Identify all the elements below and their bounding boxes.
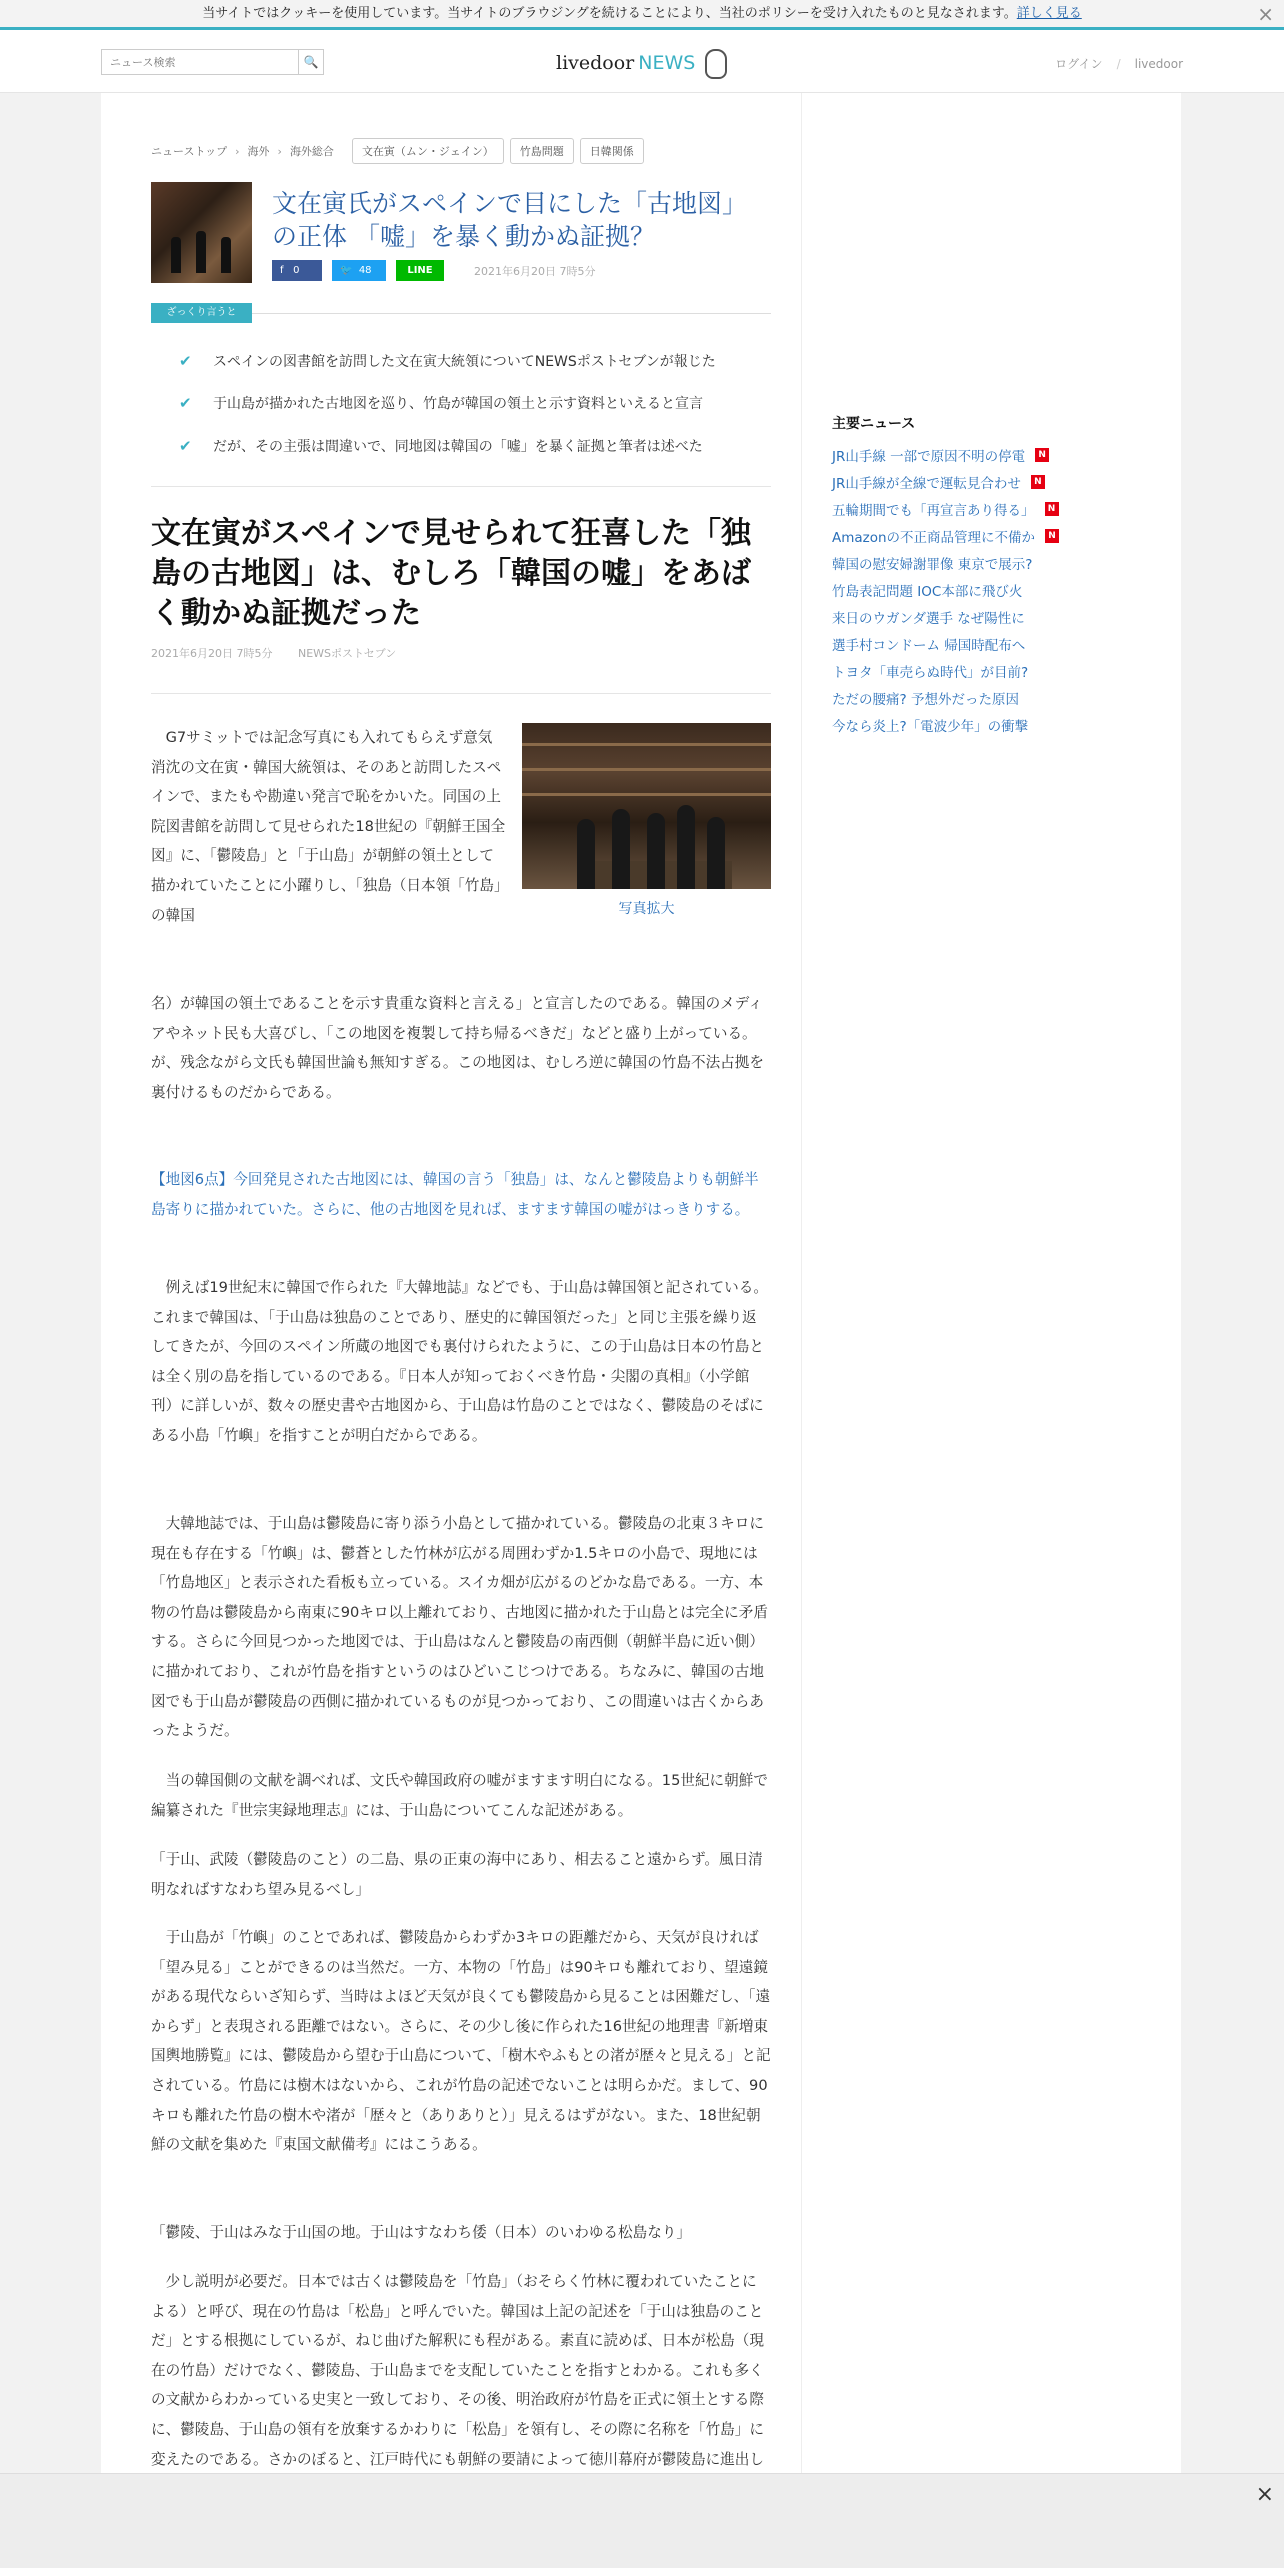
top-news-label: ただの腰痛? 予想外だった原因 (832, 692, 1019, 708)
summary-text: スペインの図書館を訪問した文在寅大統領についてNEWSポストセブンが報じた (213, 354, 716, 370)
sidebar (801, 93, 1181, 2568)
check-icon: ✔ (179, 352, 192, 370)
facebook-icon: f (280, 265, 284, 276)
summary-item (179, 351, 716, 371)
site-header (0, 30, 1284, 93)
top-news-label: 韓国の慰安婦謝罪像 東京で展示? (832, 557, 1033, 573)
top-news-item[interactable] (832, 553, 1032, 573)
cat-mascot-icon (705, 49, 727, 79)
photo-enlarge-link[interactable]: 写真拡大 (618, 901, 675, 917)
article-thumbnail[interactable] (151, 182, 252, 283)
top-news-label: トヨタ「車売らぬ時代」が目前? (832, 665, 1029, 681)
article-paragraph: 于山島が「竹嶼」のことであれば、鬱陵島からわずか3キロの距離だから、天気が良ければ「望み見る」ことができるのは当然だ。一方、本物の「竹島」は90キロも離れており、望遠鏡がある現代ならいざ知らず、当時はよほど天気が良くても鬱陵島から見ることは困難だし、「遠からず」と表現される距離ではない。さらに、その少し後に作られた16世紀の地理書『新増東国輿地勝覧』には、鬱陵島から望む于山島について、「樹木やふもとの渚が歴々と見える」と記されている。竹島には樹木はないから、これが竹島の記述でないことは明らかだ。まして、90キロも離れた竹島の樹木や渚が「歴々と（ありありと）」見えるはずがない。また、18世紀朝鮮の文献を集めた『東国文献備考』にはこうある。 (151, 1929, 771, 2154)
twitter-share-button[interactable] (332, 260, 386, 281)
top-news-label: 来日のウガンダ選手 なぜ陽性に (832, 611, 1025, 627)
cookie-notice-bar (0, 0, 1284, 30)
digest-headline[interactable]: 文在寅氏がスペインで目にした「古地図」の正体 「嘘」を暴く動かぬ証拠？ (272, 189, 748, 251)
top-news-label: JR山手線 一部で原因不明の停電 (832, 449, 1026, 465)
site-logo[interactable] (556, 46, 727, 80)
map-gallery-link[interactable]: 【地図6点】今回発見された古地図には、韓国の言う「独島」は、なんと鬱陵島よりも朝鮮半島寄りに描かれていた。さらに、他の古地図を見れば、ますます韓国の嘘がはっきりする。 (151, 1171, 759, 1218)
search-icon: 🔍 (303, 55, 319, 69)
top-news-item[interactable] (832, 580, 1022, 600)
top-news-item[interactable] (832, 715, 1028, 735)
summary-bottom-divider (151, 486, 771, 487)
check-icon: ✔ (179, 437, 192, 455)
new-badge: N (1031, 475, 1045, 489)
top-news-heading: 主要ニュース (832, 416, 916, 432)
article-paragraph: 当の韓国側の文献を調べれば、文氏や韓国政府の嘘がますます明白になる。15世紀に朝鮮で編纂された『世宗実録地理志』には、于山島についてこんな記述がある。 (151, 1772, 768, 1819)
header-links (1041, 55, 1183, 72)
meta-divider (151, 693, 771, 694)
top-news-label: 今なら炎上?「電波少年」の衝撃 (832, 719, 1029, 735)
summary-label: ざっくり言うと (151, 303, 252, 323)
top-news-item[interactable] (832, 634, 1025, 654)
line-icon: LINE (407, 265, 433, 276)
header-divider: / (1116, 57, 1121, 71)
summary-item (179, 393, 703, 413)
article-paragraph: 例えば19世紀末に韓国で作られた『大韓地誌』などでも、于山島は韓国領と記されている。これまで韓国は、「于山島は独島のことであり、歴史的に韓国領だった」と同じ主張を繰り返してきたが、今回のスペイン所蔵の地図でも裏付けられたように、この于山島は日本の竹島とは全く別の島を指しているのである。『日本人が知っておくべき竹島・尖閣の真相』（小学館刊）に詳しいが、数々の歴史書や古地図から、于山島は竹島のことではなく、鬱陵島のそばにある小島「竹嶼」を指すことが明白だからである。 (151, 1279, 768, 1444)
new-badge: N (1045, 529, 1059, 543)
top-news-label: JR山手線が全線で運転見合わせ (832, 476, 1021, 492)
search-input[interactable] (102, 50, 298, 74)
summary-text: 于山島が描かれた古地図を巡り、竹島が韓国の領土と示す資料といえると宣言 (213, 396, 703, 412)
article-paragraph: 大韓地誌では、于山島は鬱陵島に寄り添う小島として描かれている。鬱陵島の北東３キロに現在も存在する「竹嶼」は、鬱蒼とした竹林が広がる周囲わずか1.5キロの小島で、現地には「竹島地区」と表示された看板も立っている。スイカ畑が広がるのどかな島である。一方、本物の竹島は鬱陵島から南東に90キロ以上離れており、古地図に描かれた于山島とは完全に矛盾する。さらに今回見つかった地図では、于山島はなんと鬱陵島の南西側（朝鮮半島に近い側）に描かれており、これが竹島を指すというのはひどいこじつけである。ちなみに、韓国の古地図でも于山島が鬱陵島の西側に描かれているものが見つかっており、この間違いは古くからあったようだ。 (151, 1515, 768, 1740)
facebook-count: 0 (293, 265, 300, 276)
breadcrumb (151, 138, 650, 164)
top-news-item[interactable] (832, 661, 1028, 681)
article-photo[interactable] (522, 723, 771, 889)
article-paragraph: 少し説明が必要だ。日本では古くは鬱陵島を「竹島」（おそらく竹林に覆われていたことによる）と呼び、現在の竹島は「松島」と呼んでいた。韓国は上記の記述を「于山は独島のことだ」とする根拠にしているが、ねじ曲げた解釈にも程がある。素直に読めば、日本が松島（現在の竹島）だけでなく、鬱陵島、于山島までを支配していたことを指すとわかる。これも多くの文献からわかっている史実と一致しており、その後、明治政府が竹島を正式に領土とする際に、鬱陵島、于山島の領有を放棄するかわりに「松島」を領有し、その際に名称を「竹島」に変えたのである。さかのぼると、江戸時代にも朝鮮の要請によって徳川幕府が鬱陵島に進出し (151, 2273, 764, 2468)
login-link[interactable]: ログイン (1055, 57, 1103, 71)
facebook-share-button[interactable] (272, 260, 322, 281)
breadcrumb-separator: › (277, 144, 282, 158)
close-icon[interactable]: × (1257, 2, 1274, 26)
article-source[interactable]: NEWSポストセブン (297, 647, 397, 660)
breadcrumb-separator: › (235, 144, 240, 158)
check-icon: ✔ (179, 394, 192, 412)
tag-japan-korea[interactable]: 日韓関係 (580, 138, 644, 164)
line-share-button[interactable] (396, 260, 444, 281)
close-icon[interactable]: × (1255, 2482, 1274, 2507)
article-date: 2021年6月20日 7時5分 (151, 647, 273, 660)
cookie-notice-text: 当サイトではクッキーを使用しています。当サイトのブラウジングを続けることにより、当社のポリシーを受け入れたものと見なされます。 (202, 6, 1017, 21)
top-news-label: 選手村コンドーム 帰国時配布へ (832, 638, 1026, 654)
new-badge: N (1035, 448, 1049, 462)
top-news-item[interactable] (832, 526, 1059, 546)
top-news-item[interactable] (832, 445, 1049, 465)
top-news-item[interactable] (832, 688, 1019, 708)
bottom-ad-bar (0, 2473, 1284, 2568)
topic-tags (352, 138, 650, 164)
main-content (101, 93, 801, 2568)
twitter-icon: 🐦 (340, 265, 353, 276)
digest-date: 2021年6月20日 7時5分 (474, 264, 596, 278)
twitter-count: 48 (358, 265, 372, 276)
top-news-item[interactable] (832, 607, 1025, 627)
breadcrumb-item-top[interactable]: ニューストップ (151, 145, 228, 158)
tag-moon-jae-in[interactable]: 文在寅（ムン・ジェイン） (352, 138, 504, 164)
summary-item (179, 436, 703, 456)
new-badge: N (1045, 502, 1059, 516)
share-bar (272, 260, 595, 281)
breadcrumb-item-overseas-general[interactable]: 海外総合 (289, 145, 334, 158)
top-news-item[interactable] (832, 499, 1059, 519)
tag-takeshima[interactable]: 竹島問題 (510, 138, 574, 164)
top-news-label: 竹島表記問題 IOC本部に飛び火 (832, 584, 1023, 600)
logo-livedoor: livedoor (556, 52, 635, 74)
article-paragraph: G7サミットでは記念写真にも入れてもらえず意気消沈の文在寅・韓国大統領は、そのあと訪問したスペインで、またもや勘違い発言で恥をかいた。同国の上院図書館を訪問して見せられた18世紀の『朝鮮王国全図』に、「鬱陵島」と「于山島」が朝鮮の領土として描かれていたことに小躍りし、「独島（日本領「竹島」の韓国 (151, 729, 506, 924)
article-meta (151, 645, 418, 661)
summary-text: だが、その主張は間違いで、同地図は韓国の「嘘」を暴く証拠と筆者は述べた (213, 439, 703, 455)
top-news-label: Amazonの不正商品管理に不備か (832, 530, 1036, 546)
article-quote: 「于山、武陵（鬱陵島のこと）の二島、県の正東の海中にあり、相去ること遠からず。風日清明なればすなわち望み見るべし」 (151, 1851, 763, 1898)
breadcrumb-item-overseas[interactable]: 海外 (247, 145, 270, 158)
logo-news: NEWS (638, 52, 696, 74)
search-box (101, 49, 299, 75)
article-paragraph: 名）が韓国の領土であることを示す貴重な資料と言える」と宣言したのである。韓国のメディアやネット民も大喜びし、「この地図を複製して持ち帰るべきだ」などと盛り上がっている。が、残念ながら文氏も韓国世論も無知すぎる。この地図は、むしろ逆に韓国の竹島不法占拠を裏付けるものだからである。 (151, 995, 764, 1101)
top-news-item[interactable] (832, 472, 1045, 492)
top-news-label: 五輪期間でも「再宣言あり得る」 (832, 503, 1035, 519)
article-title: 文在寅がスペインで見せられて狂喜した「独島の古地図」は、むしろ「韓国の嘘」をあばく動かぬ証拠だった (151, 516, 751, 631)
cookie-details-link[interactable]: 詳しく見る (1016, 6, 1082, 21)
search-button[interactable] (298, 49, 324, 75)
article-quote: 「鬱陵、于山はみな于山国の地。于山はすなわち倭（日本）のいわゆる松島なり」 (151, 2224, 691, 2241)
livedoor-link[interactable]: livedoor (1134, 57, 1183, 71)
